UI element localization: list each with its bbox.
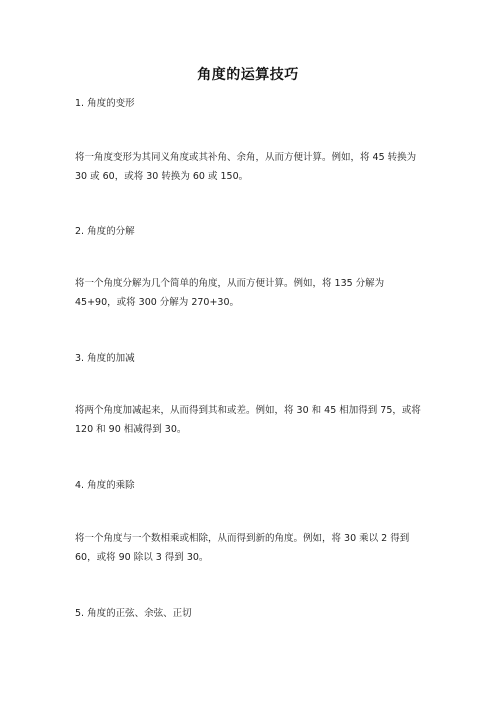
- section-1-body: 将一角度变形为其同义角度或其补角、余角，从而方便计算。例如，将 45 转换为 30 或 60，或将 30 转换为 60 或 150。: [75, 152, 417, 182]
- section-3-body: 将两个角度加减起来，从而得到其和或差。例如，将 30 和 45 相加得到 75，或将 120 和 90 相减得到 30。: [75, 405, 421, 435]
- section-4-heading: 4. 角度的乘除: [75, 480, 135, 491]
- section-2-heading: 2. 角度的分解: [75, 226, 135, 237]
- section-2-body: 将一个角度分解为几个简单的角度，从而方便计算。例如，将 135 分解为 45+90，或将 300 分解为 270+30。: [75, 278, 385, 308]
- document-title: 角度的运算技巧: [197, 67, 299, 83]
- section-5-heading: 5. 角度的正弦、余弦、正切: [75, 608, 192, 619]
- section-3-heading: 3. 角度的加减: [75, 353, 135, 364]
- section-4-body: 将一个角度与一个数相乘或相除，从而得到新的角度。例如，将 30 乘以 2 得到 60，或将 90 除以 3 得到 30。: [75, 533, 410, 563]
- section-1-heading: 1. 角度的变形: [75, 98, 135, 109]
